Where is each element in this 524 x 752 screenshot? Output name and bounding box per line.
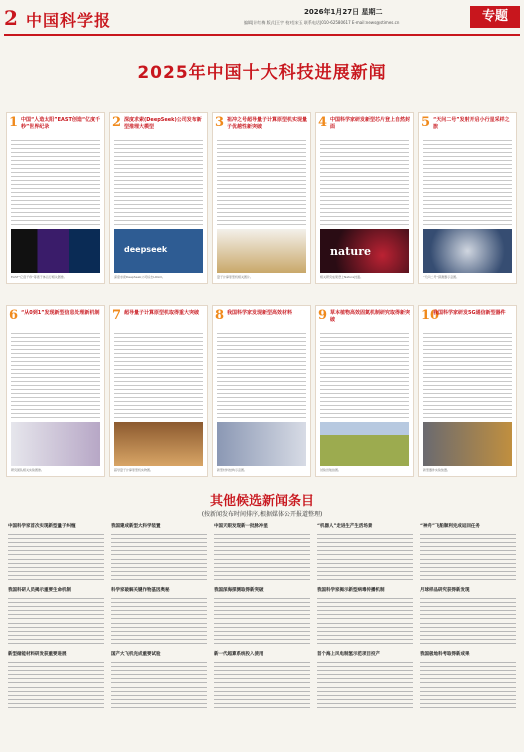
card-body-text [114, 330, 203, 418]
news-item [8, 588, 104, 644]
card-photo [114, 422, 203, 466]
news-item [111, 652, 207, 708]
other-section-note: (按新闻发布时间排序,根据媒体公开报道整理) [201, 511, 323, 518]
card-caption: 相关研究成果登上Nature封面。 [320, 275, 364, 279]
card-body-text [217, 137, 306, 225]
card-photo [114, 229, 203, 273]
news-item [420, 652, 516, 708]
card-caption: EAST“亿度千秒”等离子体运行相关图像。 [11, 275, 67, 279]
news-item-title: 科学家破解关键作物基因奥秘 [111, 588, 170, 593]
news-card [212, 112, 311, 284]
card-body-text [114, 137, 203, 225]
news-item-title: 首个海上风电制氢示范项目投产 [317, 652, 380, 657]
card-body-text [320, 137, 409, 225]
card-title: 超导量子计算原型机取得重大突破 [124, 310, 200, 316]
news-item-title: 我国科学家揭示新型病毒传播机制 [317, 588, 385, 593]
news-item-text [111, 595, 207, 619]
card-number: 8 [215, 308, 225, 323]
card-number: 10 [421, 308, 440, 323]
news-item-text [111, 684, 207, 708]
news-item-title: 中国科学家首次实现新型量子纠缠 [8, 524, 76, 529]
news-item-title: 月球样品研究获得新发现 [420, 588, 470, 593]
card-photo [217, 422, 306, 466]
news-card [212, 305, 311, 477]
editorial-info: 编辑|计红梅 版式|王宇 校对|宋玉 联系电话|010-62580617 E-mail:news@stimes.cn [244, 20, 400, 25]
news-item [214, 652, 310, 708]
card-number: 5 [421, 115, 431, 130]
news-item-text [317, 659, 413, 683]
news-item-text [8, 659, 104, 683]
news-card [418, 112, 517, 284]
news-item [8, 652, 104, 708]
news-card [315, 112, 414, 284]
card-photo [423, 229, 512, 273]
news-column [214, 524, 310, 746]
news-item-title: 我国科研人员揭示重要生命机制 [8, 588, 71, 593]
news-item-text [8, 684, 104, 708]
card-body-text [320, 330, 409, 418]
news-column [317, 524, 413, 746]
card-title: 我国科学家研发5G通信新型器件 [433, 310, 506, 316]
news-card [6, 305, 105, 477]
news-column [8, 524, 104, 746]
news-item [420, 588, 516, 644]
newspaper-logo: 中国科学报 [26, 11, 112, 30]
news-item-text [111, 531, 207, 555]
news-item-title: 国产大飞机完成重要试验 [111, 652, 161, 657]
news-item [317, 652, 413, 708]
card-logo-text: deepseek [124, 245, 168, 254]
news-item-text [111, 659, 207, 683]
news-item-text [317, 620, 413, 644]
news-item-text [317, 595, 413, 619]
news-item-title: 我国深海探测取得新突破 [214, 588, 264, 593]
card-photo [423, 422, 512, 466]
card-number: 3 [215, 115, 225, 130]
card-caption: 新型器件实验装置。 [423, 468, 451, 472]
news-item [420, 524, 516, 580]
news-item-text [8, 531, 104, 555]
news-item-text [8, 620, 104, 644]
news-item-text [420, 531, 516, 555]
card-caption: 超导量子计算原型机实物图。 [114, 468, 154, 472]
news-item-text [420, 556, 516, 580]
news-card [109, 305, 208, 477]
news-item-text [420, 659, 516, 683]
news-item-title: 新一代超算系统投入使用 [214, 652, 264, 657]
other-section-title: 其他候选新闻条目 [209, 494, 314, 509]
news-item-text [214, 659, 310, 683]
card-photo [11, 422, 100, 466]
news-item-text [317, 531, 413, 555]
card-title: “天问二号”发射开启小行星采样之旅 [433, 117, 510, 130]
card-body-text [423, 330, 512, 418]
card-caption: 试验田航拍图。 [320, 468, 342, 472]
news-card [109, 112, 208, 284]
card-number: 6 [9, 308, 19, 323]
card-number: 9 [318, 308, 328, 323]
news-item-text [8, 556, 104, 580]
news-item-title: 中国天眼发现新一批脉冲星 [214, 524, 268, 529]
news-column [420, 524, 516, 746]
card-body-text [217, 330, 306, 418]
card-body-text [423, 137, 512, 225]
card-caption: 研究团队相关实验图像。 [11, 468, 45, 472]
news-item [214, 524, 310, 580]
news-item-text [420, 684, 516, 708]
news-item-title: 新型储能材料研发获重要进展 [8, 652, 67, 657]
card-photo [11, 229, 100, 273]
card-title: 深度求索(DeepSeek)公司发布新型推理大模型 [124, 117, 202, 130]
card-title: 我国科学家发现新型高效材料 [227, 310, 293, 316]
card-body-text [11, 330, 100, 418]
news-item-text [214, 684, 310, 708]
card-number: 7 [112, 308, 122, 323]
card-photo [320, 229, 409, 273]
page-number: 2 [4, 6, 18, 30]
news-item-title: “神舟”飞船顺利完成返回任务 [420, 524, 480, 529]
card-title: 中国科学家研发新型芯片登上自然封面 [330, 117, 411, 130]
news-card [418, 305, 517, 477]
news-item [317, 588, 413, 644]
news-item-title: 我国极地科考取得新成果 [420, 652, 470, 657]
news-item-text [8, 595, 104, 619]
card-number: 2 [112, 115, 122, 130]
news-item-text [317, 556, 413, 580]
masthead [4, 4, 520, 34]
news-item [111, 524, 207, 580]
news-item-text [111, 620, 207, 644]
page-headline: 2025年中国十大科技进展新闻 [137, 63, 387, 83]
card-body-text [11, 137, 100, 225]
card-caption: 量子计算原型机相关图片。 [217, 275, 254, 279]
card-number: 1 [9, 115, 19, 130]
card-caption: 深度求索DeepSeek公司标志LOGO。 [114, 275, 165, 279]
card-title: 祖冲之号超导量子计算原型机实现量子优越性新突破 [227, 117, 308, 130]
issue-date: 2026年1月27日 星期二 [304, 8, 383, 16]
card-caption: “天问二号”探测器示意图。 [423, 275, 460, 279]
card-caption: 新型材料结构示意图。 [217, 468, 248, 472]
news-item-text [214, 620, 310, 644]
news-item-text [111, 556, 207, 580]
news-card [315, 305, 414, 477]
news-item-text [420, 620, 516, 644]
card-photo [217, 229, 306, 273]
news-item-text [214, 556, 310, 580]
news-item [111, 588, 207, 644]
news-item-text [214, 531, 310, 555]
card-title: 草本植物高效固氮机制研究取得新突破 [330, 310, 411, 323]
card-number: 4 [318, 115, 328, 130]
news-item-text [214, 595, 310, 619]
card-title: 中国“人造太阳”EAST创造“亿度千秒”世界纪录 [21, 117, 101, 130]
news-item-text [420, 595, 516, 619]
section-label: 专题 [470, 6, 520, 28]
news-item [8, 524, 104, 580]
card-title: “从0到1”发现新型信息处理新机制 [21, 310, 100, 316]
news-column [111, 524, 207, 746]
news-item-title: 我国建成新型大科学装置 [111, 524, 161, 529]
news-item [317, 524, 413, 580]
masthead-rule [4, 34, 520, 36]
news-card [6, 112, 105, 284]
card-photo [320, 422, 409, 466]
card-logo-text: nature [330, 245, 371, 258]
news-item [214, 588, 310, 644]
news-item-title: “机器人”走进生产生活场景 [317, 524, 373, 529]
news-item-text [317, 684, 413, 708]
